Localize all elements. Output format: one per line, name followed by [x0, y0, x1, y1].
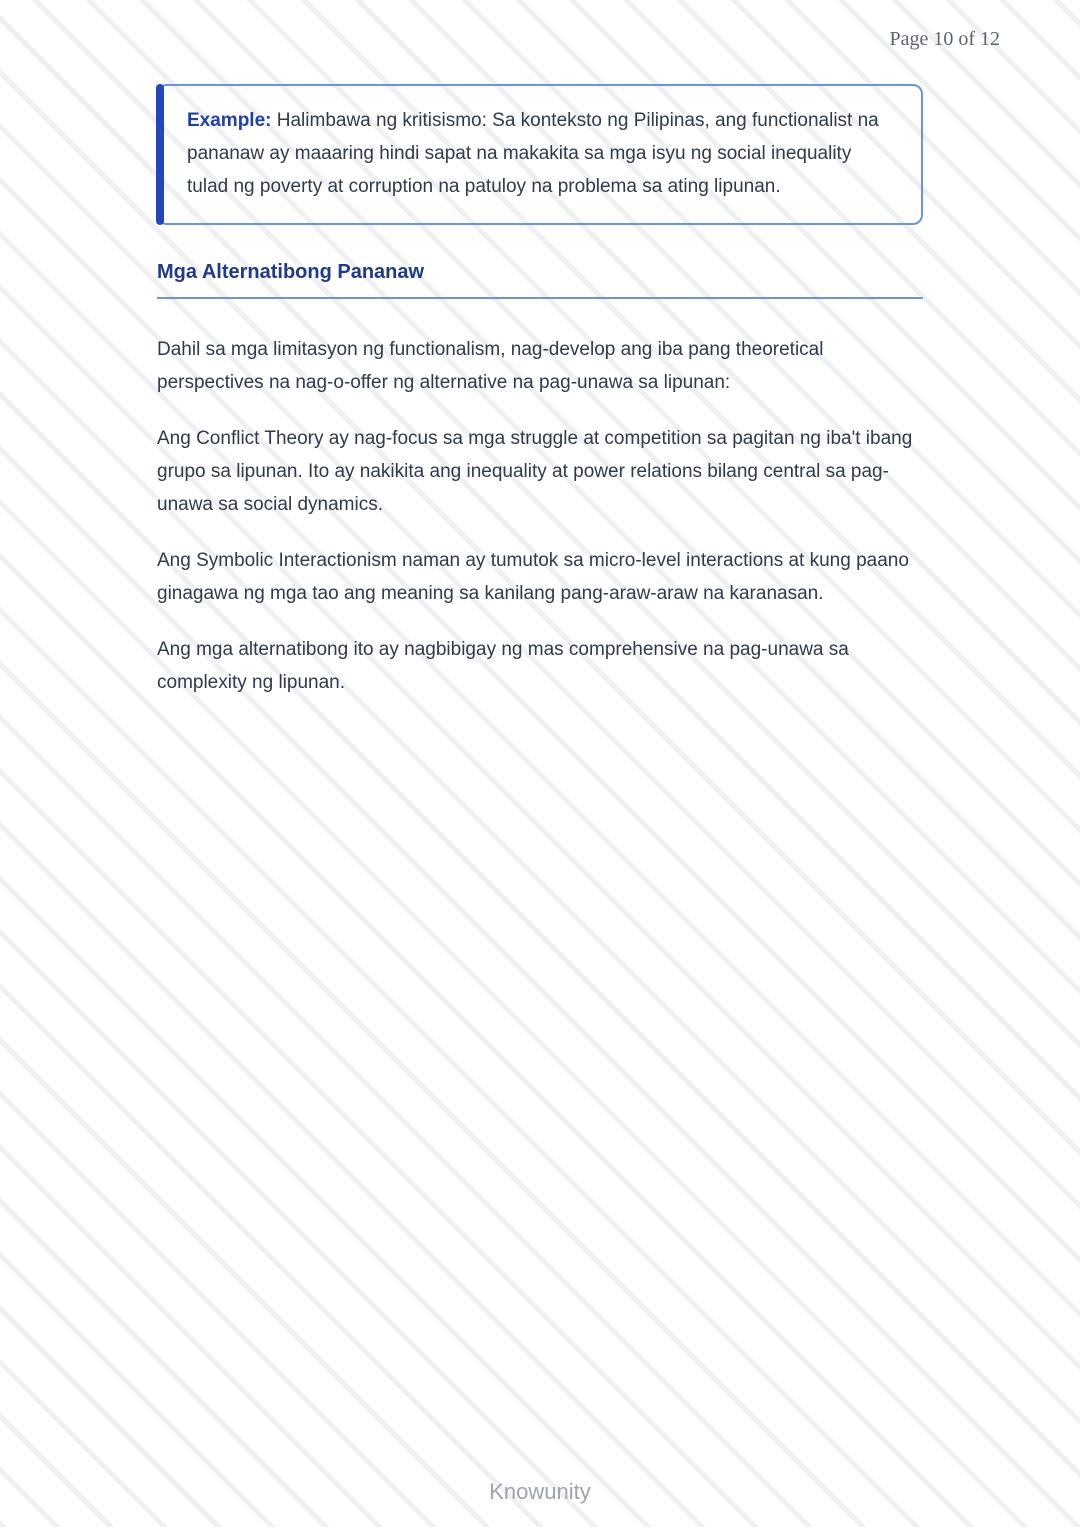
paragraph-intro: Dahil sa mga limitasyon ng functionalism, nag-develop ang iba pang theoretical perspectives na nag-o-offer ng alternative na pag-unawa sa lipunan:: [157, 339, 824, 393]
example-paragraph: [187, 104, 895, 203]
paragraph-conclusion: Ang mga alternatibong ito ay nagbibigay ng mas comprehensive na pag-unawa sa complexity ng lipunan.: [157, 639, 849, 693]
document-content: [157, 84, 923, 722]
example-callout-box: [157, 84, 923, 225]
paragraph-conflict-theory: Ang Conflict Theory ay nag-focus sa mga struggle at competition sa pagitan ng iba't ibang grupo sa lipunan. Ito ay nakikita ang inequality at power relations bilang central sa pag-unawa sa social dynamics.: [157, 428, 913, 515]
section-heading: Mga Alternatibong Pananaw: [157, 261, 923, 299]
paragraph-symbolic-interactionism: Ang Symbolic Interactionism naman ay tumutok sa micro-level interactions at kung paano ginagawa ng mga tao ang meaning sa kanilang pang-araw-araw na karanasan.: [157, 550, 909, 604]
page-number: Page 10 of 12: [889, 28, 1000, 50]
example-label: Example:: [187, 110, 272, 131]
footer-brand: Knowunity: [489, 1479, 591, 1504]
callout-accent-bar: [156, 84, 164, 225]
example-text: Halimbawa ng kritisismo: Sa konteksto ng Pilipinas, ang functionalist na pananaw ay maaaring hindi sapat na makakita sa mga isyu ng social inequality tulad ng poverty at corruption na patuloy na problema sa ating lipunan.: [187, 110, 879, 197]
